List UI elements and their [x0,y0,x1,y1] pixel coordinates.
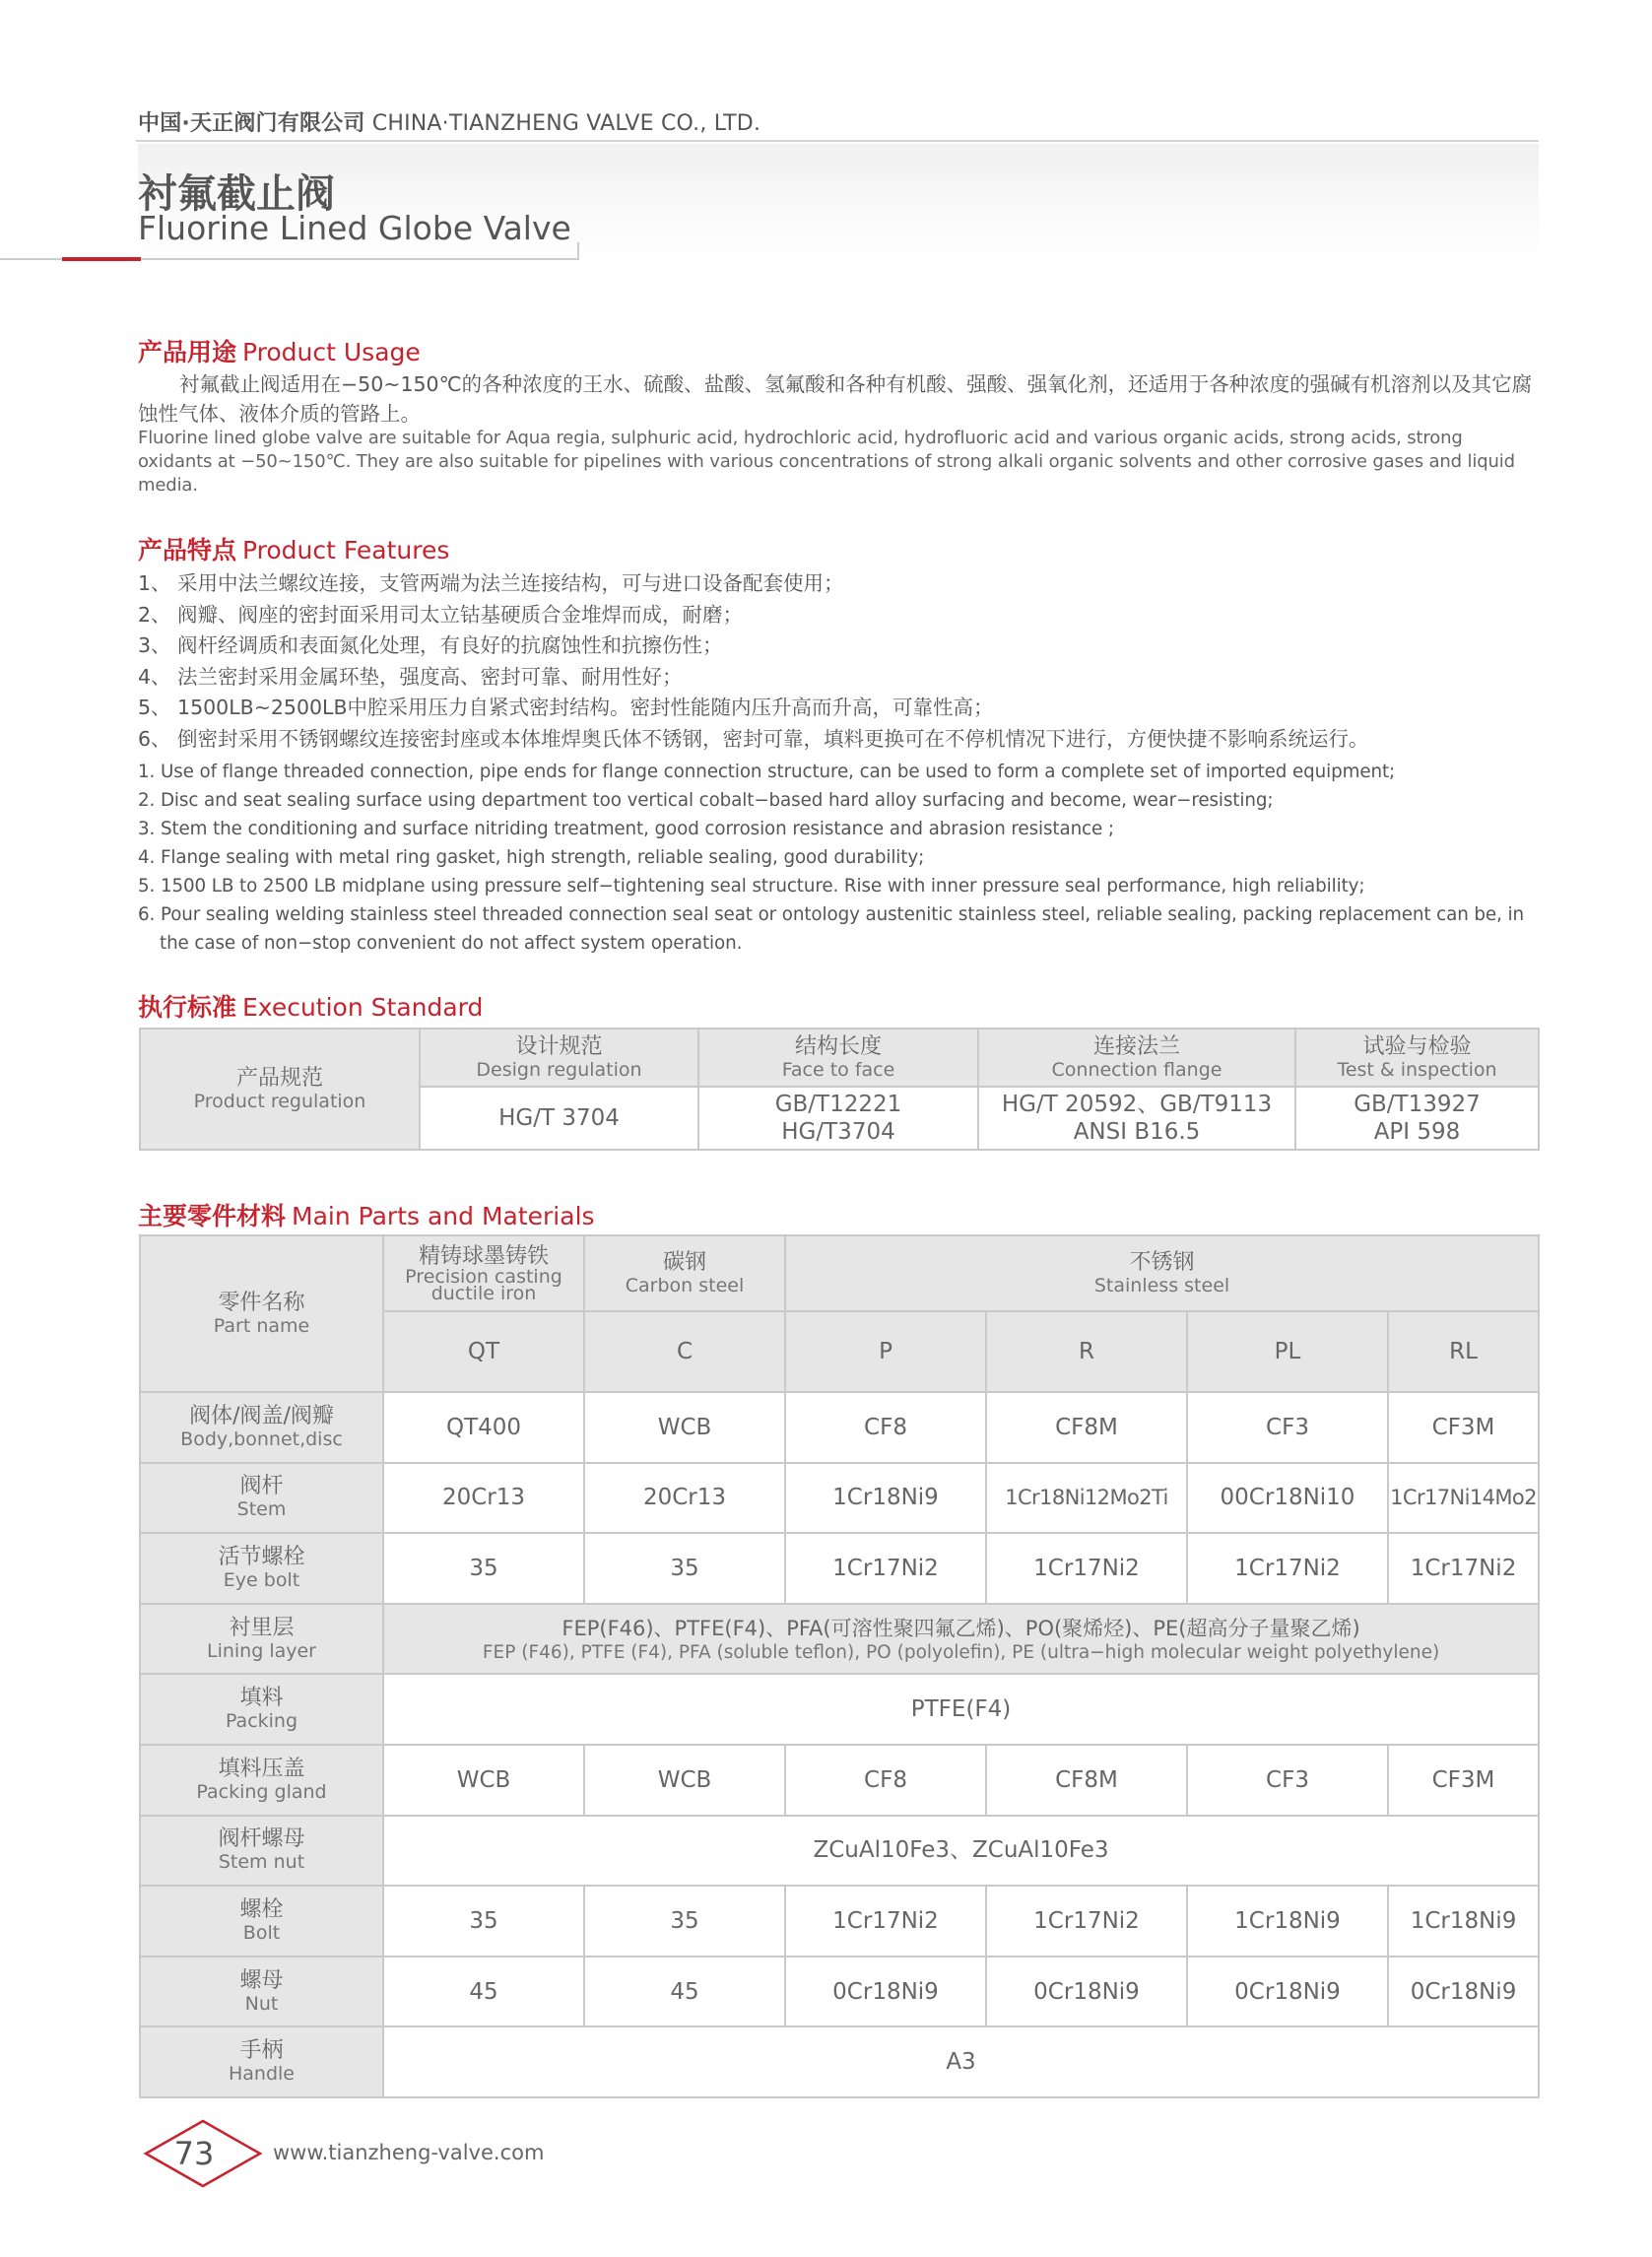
material-value-cell [1388,1886,1539,1957]
material-value-cell [986,1886,1187,1957]
material-span-cell [383,2026,1539,2097]
part-name-cell [140,1463,383,1534]
feature-item-en: 3. Stem the conditioning and surface nitriding treatment, good corrosion resistance and abrasion resistance ; [138,819,1114,839]
standard-value: HG/T 20592、GB/T9113 [1001,1092,1273,1117]
material-value: 20Cr13 [441,1485,526,1511]
part-name-header [140,1235,383,1392]
table-row [140,1463,1539,1534]
page-number: 73 [173,2135,215,2172]
part-name-cn: 螺母 [239,1967,284,1993]
material-code-text: P [879,1339,892,1364]
material-value: 1Cr17Ni2 [1234,1555,1341,1581]
material-code [584,1311,785,1392]
material-value: 1Cr18Ni9 [1410,1907,1517,1934]
standard-value: GB/T13927 [1354,1092,1481,1117]
material-value-cell [785,1886,986,1957]
part-name-cell [140,1604,383,1675]
standard-value-cell [1295,1087,1539,1150]
material-value-cell [1187,1957,1388,2027]
material-value: CF3M [1431,1766,1495,1793]
material-group-cn: 精铸球墨铸铁 [418,1243,549,1269]
feature-item-en: 2. Disc and seat sealing surface using department too vertical cobalt−based hard alloy surfacing and become, wear−resisting; [138,790,1274,811]
table-row [140,1957,1539,2027]
material-value: WCB [456,1766,511,1793]
material-value: CF8 [864,1766,907,1793]
standard-value: API 598 [1373,1119,1461,1145]
standard-header-cn: 结构长度 [794,1033,882,1059]
features-heading-cn: 产品特点 [138,536,237,564]
standard-value-cell [420,1087,698,1150]
lining-layer-en: FEP (F46), PTFE (F4), PFA (soluble teflon), PO (polyolefin), PE (ultra−high molecular weight polyethylene) [482,1641,1440,1663]
table-row [140,1745,1539,1816]
material-group-en: Carbon steel [625,1274,745,1296]
part-name-header-cn: 零件名称 [218,1290,305,1315]
feature-item-cn: 2、 阀瓣、阀座的密封面采用司太立钴基硬质合金堆焊而成，耐磨； [138,602,744,627]
material-value: 1Cr17Ni2 [832,1555,939,1581]
standard-header-cn: 连接法兰 [1092,1033,1180,1059]
material-value: 00Cr18Ni10 [1220,1485,1355,1511]
company-name [138,106,760,137]
material-value-cell [785,1533,986,1604]
part-name-en: Nut [244,1992,279,2015]
material-value: 45 [670,1978,699,2005]
material-value: 1Cr17Ni2 [1033,1907,1140,1934]
header-rule [136,140,1539,142]
table-row [140,1392,1539,1463]
material-value-cell [383,1533,584,1604]
material-value: CF8M [1055,1766,1118,1793]
material-value: CF3 [1266,1414,1309,1440]
material-value: 45 [469,1978,498,2005]
material-value-cell [584,1392,785,1463]
material-code [383,1311,584,1392]
material-value: 1Cr17Ni14Mo2 [1390,1486,1537,1510]
part-name-cn: 手柄 [239,2038,284,2064]
standard-value-cell [698,1087,978,1150]
material-value-cell [1187,1745,1388,1816]
table-row [140,1816,1539,1887]
material-value: 1Cr17Ni2 [1410,1555,1517,1581]
material-group-en: Precision casting [405,1265,562,1288]
part-name-cell [140,1533,383,1604]
standard-row-label [140,1029,420,1150]
features-list-cn [138,568,1541,755]
material-value-cell [584,1745,785,1816]
material-value: WCB [657,1414,712,1440]
part-name-cell [140,1745,383,1816]
usage-heading-cn: 产品用途 [138,338,237,366]
material-value-cell [383,1886,584,1957]
material-group-header [383,1235,584,1311]
part-name-cell [140,1886,383,1957]
part-name-en: Packing [225,1710,298,1733]
company-name-en: CHINA·TIANZHENG VALVE CO., LTD. [371,111,761,136]
standard-value: HG/T 3704 [498,1105,620,1131]
feature-item-en: 1. Use of flange threaded connection, pipe ends for flange connection structure, can be used to form a complete set of imported equipment; [138,762,1396,782]
feature-item-cn: 5、 1500LB~2500LB中腔采用压力自紧式密封结构。密封性能随内压升高而升高，可靠性高； [138,696,994,719]
standard-header-cell [978,1029,1295,1087]
material-value-cell [785,1463,986,1534]
table-row [140,1604,1539,1675]
material-code-text: PL [1274,1339,1301,1364]
materials-table [139,1234,1540,2098]
feature-item-cn: 4、 法兰密封采用金属环垫，强度高、密封可靠、耐用性好； [138,664,683,689]
feature-item-en: 4. Flange sealing with metal ring gasket, high strength, reliable sealing, good durability; [138,847,925,868]
material-value-cell [584,1533,785,1604]
standard-heading-cn: 执行标准 [138,993,237,1022]
features-list-en [138,758,1541,958]
material-value-cell [1187,1463,1388,1534]
materials-heading-cn: 主要零件材料 [138,1202,287,1230]
lining-layer-cn: FEP(F46)、PTFE(F4)、PFA(可溶性聚四氟乙烯)、PO(聚烯烃)、PE(超高分子量聚乙烯) [562,1616,1360,1640]
material-value: QT400 [445,1414,522,1440]
part-name-cell [140,1392,383,1463]
material-value: 35 [670,1555,699,1581]
part-name-header-en: Part name [213,1314,310,1337]
material-value-cell [584,1463,785,1534]
part-name-en: Handle [228,2063,295,2086]
part-name-cn: 填料 [239,1686,284,1711]
material-value-cell [383,1463,584,1534]
part-name-en: Bolt [242,1921,281,1944]
material-value: A3 [946,2049,976,2076]
material-code [785,1311,986,1392]
material-value-cell [584,1957,785,2027]
standard-value: GB/T12221 [774,1092,902,1117]
section-heading-materials [138,1197,595,1232]
table-row [140,2026,1539,2097]
material-value: ZCuAl10Fe3、ZCuAl10Fe3 [813,1837,1109,1864]
part-name-en: Packing gland [196,1780,327,1803]
material-value: CF8M [1055,1414,1118,1440]
material-value: WCB [657,1766,712,1793]
material-span-cell [383,1604,1539,1675]
section-heading-usage [138,333,421,368]
part-name-cell [140,1816,383,1887]
material-code-text: RL [1449,1339,1478,1364]
material-value: 1Cr18Ni9 [1234,1907,1341,1934]
material-value: PTFE(F4) [910,1696,1012,1723]
material-value-cell [986,1533,1187,1604]
material-value-cell [1388,1533,1539,1604]
standard-header-cell [1295,1029,1539,1087]
table-row [140,1674,1539,1745]
material-value: CF8 [864,1414,907,1440]
page-title-en: Fluorine Lined Globe Valve [138,209,571,247]
table-row [140,1886,1539,1957]
material-value-cell [1388,1463,1539,1534]
section-heading-standard [138,988,483,1024]
materials-table-body [140,1392,1539,2097]
standard-header-en: Connection flange [1051,1058,1222,1081]
part-name-cell [140,1674,383,1745]
material-value: 35 [469,1555,498,1581]
title-underline-tick [577,242,579,260]
material-value-cell [1388,1957,1539,2027]
material-value-cell [785,1745,986,1816]
material-value-cell [383,1745,584,1816]
material-value: 20Cr13 [642,1485,727,1511]
standard-value: ANSI B16.5 [1073,1119,1201,1145]
part-name-en: Stem nut [218,1851,305,1874]
part-name-cn: 阀杆螺母 [218,1826,305,1852]
part-name-cell [140,1957,383,2027]
material-value-cell [785,1957,986,2027]
standard-value-cell [978,1087,1295,1150]
material-value: CF3 [1266,1766,1309,1793]
material-value-cell [1187,1533,1388,1604]
standard-heading-en: Execution Standard [242,993,484,1022]
material-code-text: R [1079,1339,1094,1364]
section-heading-features [138,531,449,566]
standard-header-cell [698,1029,978,1087]
standard-value: HG/T3704 [781,1119,895,1145]
materials-heading-en: Main Parts and Materials [292,1202,595,1230]
material-value: 1Cr18Ni9 [832,1485,939,1511]
material-span-cell [383,1674,1539,1745]
material-value-cell [986,1392,1187,1463]
material-value-cell [986,1745,1187,1816]
material-value-cell [986,1463,1187,1534]
part-name-cn: 活节螺栓 [218,1544,305,1569]
usage-text-cn: 衬氟截止阀适用在−50~150℃的各种浓度的王水、硫酸、盐酸、氢氟酸和各种有机酸、强酸、强氧化剂，还适用于各种浓度的强碱有机溶剂以及其它腐蚀性气体、液体介质的管路上。 [138,372,1533,426]
table-row [140,1533,1539,1604]
material-value-cell [785,1392,986,1463]
part-name-en: Lining layer [207,1639,316,1662]
material-value: 1Cr17Ni2 [832,1907,939,1934]
standard-header-en: Face to face [781,1058,895,1081]
material-value-cell [986,1957,1187,2027]
usage-text-en: Fluorine lined globe valve are suitable for Aqua regia, sulphuric acid, hydrochloric acid, hydrofluoric acid and various organic acids, strong acids, strong oxidants at −50~150℃. They are also suitable for pipelines with various concentrations of strong alkali organic solvents and other corrosive gases and liquid media. [138,428,1515,496]
material-code [1187,1311,1388,1392]
material-value-cell [1187,1392,1388,1463]
feature-item-cn: 1、 采用中法兰螺纹连接，支管两端为法兰连接结构，可与进口设备配套使用； [138,571,844,595]
part-name-en: Eye bolt [223,1568,300,1591]
part-name-cn: 阀体/阀盖/阀瓣 [189,1403,334,1428]
feature-item-cn: 3、 阀杆经调质和表面氮化处理，有良好的抗腐蚀性和抗擦伤性； [138,633,723,657]
material-value: 0Cr18Ni9 [1410,1978,1517,2005]
title-accent-bar [62,257,141,261]
standard-header-cell [420,1029,698,1087]
page-title-cn: 衬氟截止阀 [138,171,335,217]
material-value-cell [584,1886,785,1957]
standard-table [139,1028,1540,1151]
material-value: 35 [469,1907,498,1934]
part-name-cn: 衬里层 [229,1615,295,1640]
usage-heading-en: Product Usage [242,338,421,366]
part-name-cn: 阀杆 [239,1474,284,1499]
standard-header-cn: 设计规范 [515,1033,603,1059]
material-group-en: ductile iron [430,1282,537,1304]
material-value: 1Cr18Ni12Mo2Ti [1005,1486,1168,1510]
standard-row-label-cn: 产品规范 [235,1065,323,1091]
material-group-en: Stainless steel [1093,1274,1230,1296]
part-name-cn: 螺栓 [239,1896,284,1922]
part-name-cell [140,2026,383,2097]
standard-header-en: Test & inspection [1337,1058,1497,1081]
material-value: 0Cr18Ni9 [832,1978,939,2005]
material-value-cell [1388,1392,1539,1463]
material-group-header [785,1235,1539,1311]
company-name-cn: 中国·天正阀门有限公司 [138,111,365,136]
material-code-text: C [676,1339,694,1364]
material-code [1388,1311,1539,1392]
standard-header-en: Design regulation [476,1058,642,1081]
material-value: 0Cr18Ni9 [1234,1978,1341,2005]
standard-row-label-en: Product regulation [193,1090,366,1112]
material-value-cell [383,1392,584,1463]
material-value: 0Cr18Ni9 [1033,1978,1140,2005]
material-group-header [584,1235,785,1311]
material-code [986,1311,1187,1392]
feature-item-en: 5. 1500 LB to 2500 LB midplane using pressure self−tightening seal structure. Rise with inner pressure seal performance, high reliability; [138,876,1365,896]
material-code-text: QT [467,1339,500,1364]
part-name-en: Stem [236,1498,287,1521]
feature-item-cn: 6、 倒密封采用不锈钢螺纹连接密封座或本体堆焊奥氏体不锈钢，密封可靠，填料更换可在不停机情况下进行，方便快捷不影响系统运行。 [138,726,1369,751]
material-group-cn: 不锈钢 [1129,1249,1195,1275]
material-value-cell [1187,1886,1388,1957]
material-value: 1Cr17Ni2 [1033,1555,1140,1581]
part-name-cn: 填料压盖 [218,1756,305,1781]
footer-url: www.tianzheng-valve.com [273,2141,545,2164]
material-value: CF3M [1431,1414,1495,1440]
material-value: 35 [670,1907,699,1934]
feature-item-en: 6. Pour sealing welding stainless steel threaded connection seal seat or ontology austenitic stainless steel, reliable sealing, packing replacement can be, in the case of non−stop convenient do not affect system operation. [138,904,1524,954]
material-value-cell [383,1957,584,2027]
material-span-cell [383,1816,1539,1887]
part-name-en: Body,bonnet,disc [180,1427,343,1450]
material-value-cell [1388,1745,1539,1816]
material-group-cn: 碳钢 [662,1249,706,1275]
features-heading-en: Product Features [242,536,450,564]
standard-header-cn: 试验与检验 [1362,1033,1472,1059]
